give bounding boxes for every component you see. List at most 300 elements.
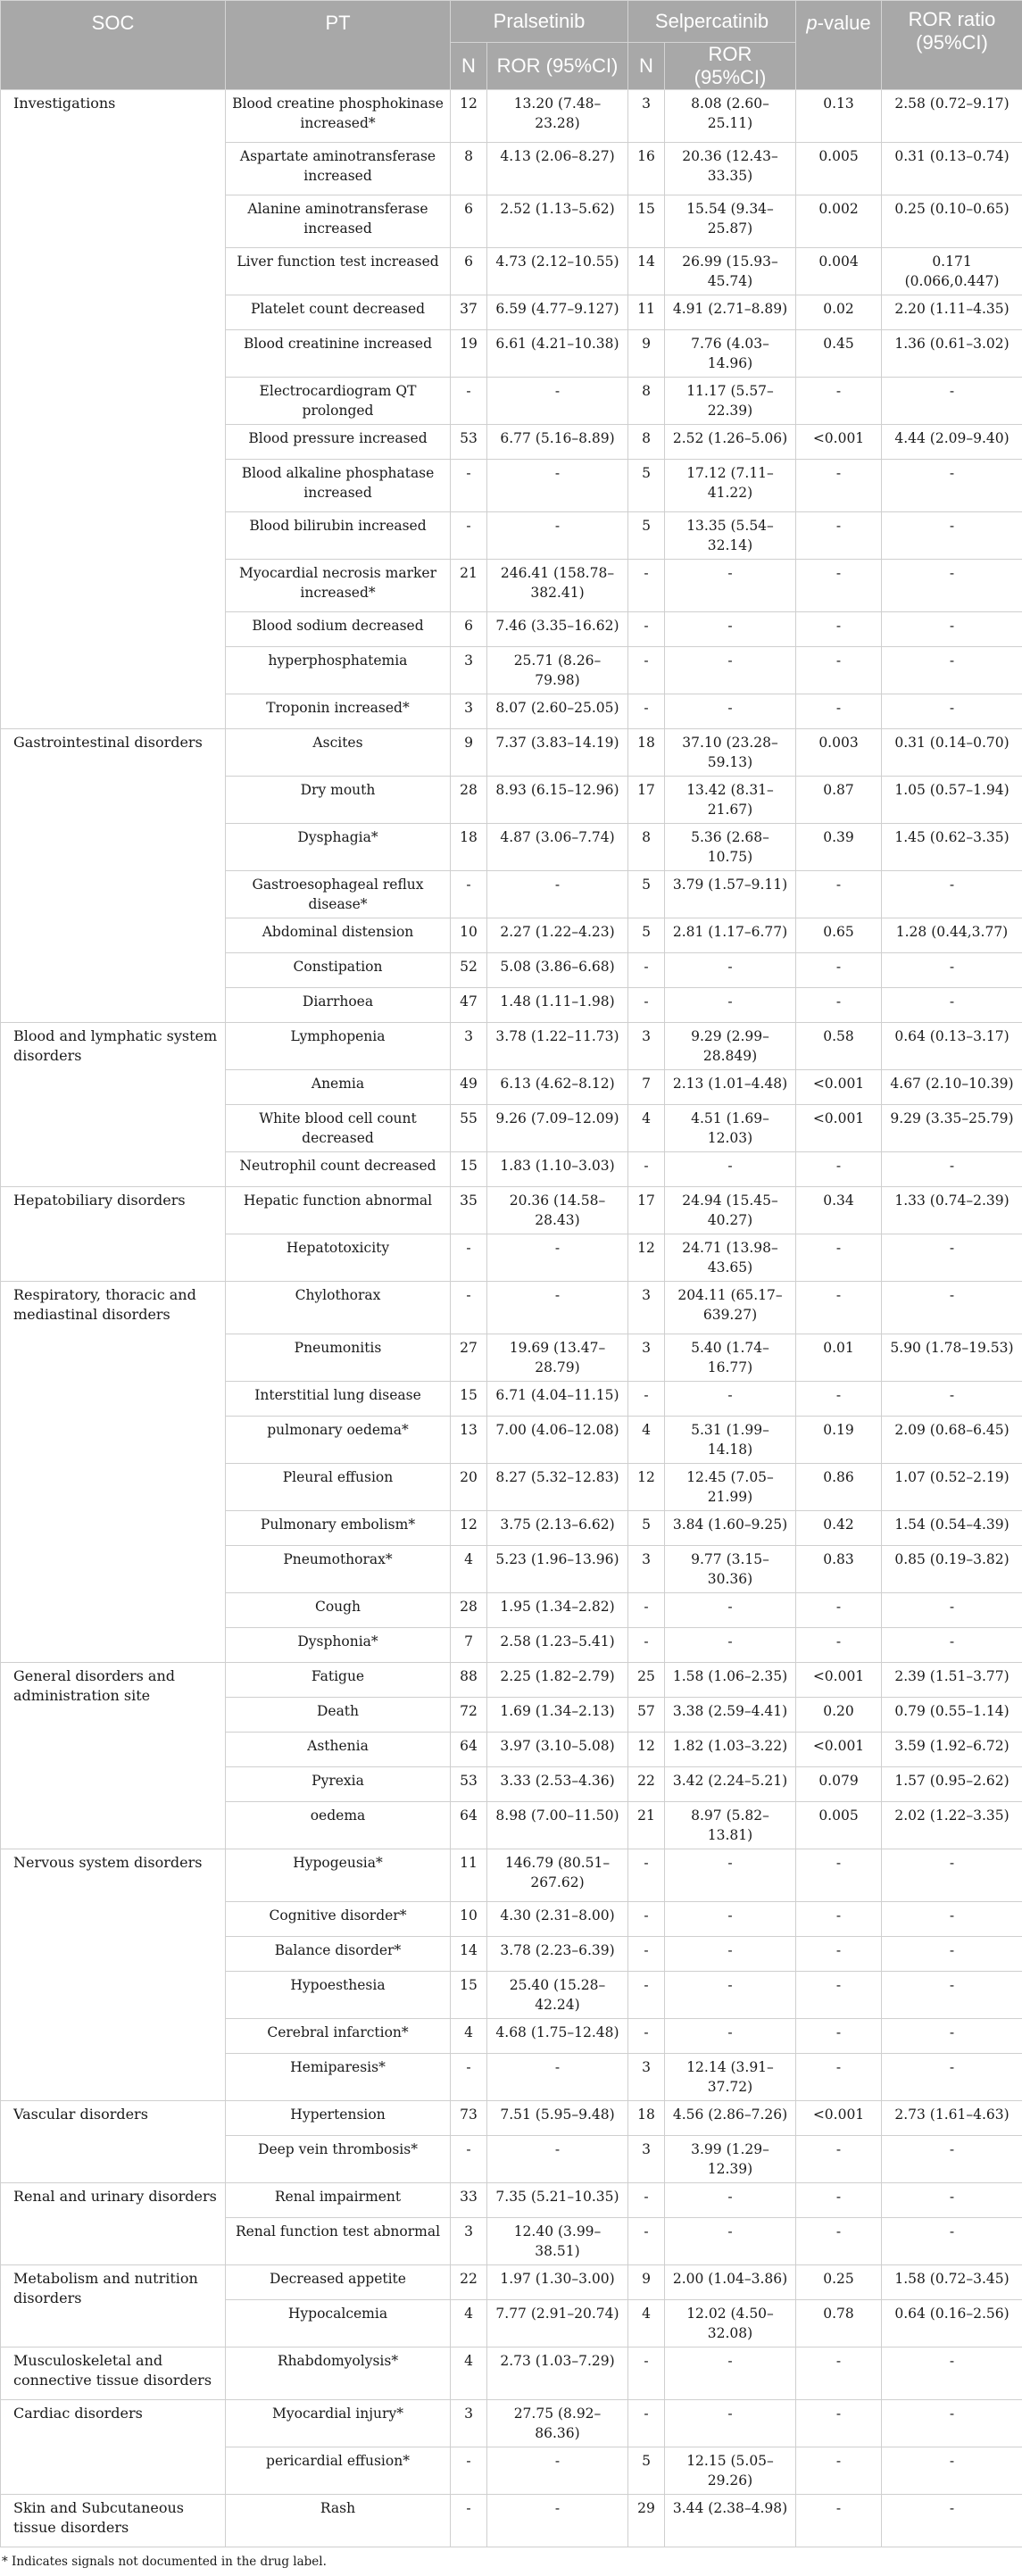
soc-cell: Nervous system disorders <box>1 1849 226 2101</box>
pralsetinib-n-cell: 3 <box>451 2218 487 2265</box>
ror-ratio-cell: - <box>882 1152 1022 1187</box>
pralsetinib-n-cell: 6 <box>451 195 487 248</box>
selpercatinib-ror-cell: - <box>665 1628 796 1663</box>
pralsetinib-n-cell: 19 <box>451 330 487 378</box>
pt-cell: Pleural effusion <box>226 1464 451 1511</box>
selpercatinib-ror-cell: 2.81 (1.17–6.77) <box>665 918 796 953</box>
p-value-cell: - <box>796 2183 882 2218</box>
header-ror-pralsetinib: ROR (95%CI) <box>487 43 628 90</box>
pralsetinib-ror-cell: 6.59 (4.77–9.127) <box>487 295 628 330</box>
p-value-cell: - <box>796 2347 882 2400</box>
selpercatinib-n-cell: 15 <box>628 195 665 248</box>
pt-cell: Neutrophil count decreased <box>226 1152 451 1187</box>
pt-cell: White blood cell count decreased <box>226 1105 451 1152</box>
pralsetinib-ror-cell: 3.33 (2.53–4.36) <box>487 1767 628 1802</box>
selpercatinib-n-cell: 3 <box>628 1282 665 1334</box>
pralsetinib-ror-cell: 13.20 (7.48–23.28) <box>487 90 628 143</box>
pralsetinib-n-cell: 11 <box>451 1849 487 1902</box>
pt-cell: Blood creatinine increased <box>226 330 451 378</box>
p-value-cell: <0.001 <box>796 425 882 460</box>
pt-cell: Hypocalcemia <box>226 2300 451 2347</box>
header-n-selpercatinib: N <box>628 43 665 90</box>
pralsetinib-ror-cell: 1.95 (1.34–2.82) <box>487 1593 628 1628</box>
ror-ratio-cell: 1.36 (0.61–3.02) <box>882 330 1022 378</box>
selpercatinib-n-cell: 5 <box>628 918 665 953</box>
p-value-cell: - <box>796 1849 882 1902</box>
pt-cell: Blood sodium decreased <box>226 612 451 647</box>
pralsetinib-n-cell: 10 <box>451 1902 487 1937</box>
ror-ratio-cell: 1.28 (0.44,3.77) <box>882 918 1022 953</box>
selpercatinib-n-cell: 14 <box>628 248 665 295</box>
selpercatinib-ror-cell: 17.12 (7.11–41.22) <box>665 460 796 512</box>
selpercatinib-ror-cell: 24.71 (13.98–43.65) <box>665 1234 796 1282</box>
selpercatinib-ror-cell: - <box>665 1902 796 1937</box>
pt-cell: Pulmonary embolism* <box>226 1511 451 1546</box>
pt-cell: Hepatic function abnormal <box>226 1187 451 1234</box>
p-value-cell: 0.83 <box>796 1546 882 1593</box>
selpercatinib-n-cell: - <box>628 1152 665 1187</box>
pralsetinib-n-cell: - <box>451 1234 487 1282</box>
table-row <box>1 2495 1022 2547</box>
selpercatinib-ror-cell: 3.42 (2.24–5.21) <box>665 1767 796 1802</box>
soc-cell: Hepatobiliary disorders <box>1 1187 226 1282</box>
pralsetinib-n-cell: 73 <box>451 2101 487 2136</box>
selpercatinib-ror-cell: 2.00 (1.04–3.86) <box>665 2265 796 2300</box>
selpercatinib-n-cell: 4 <box>628 1417 665 1464</box>
p-value-cell: - <box>796 2400 882 2447</box>
selpercatinib-n-cell: 25 <box>628 1663 665 1698</box>
pralsetinib-n-cell: - <box>451 871 487 918</box>
header-pralsetinib: Pralsetinib <box>451 1 628 43</box>
pt-cell: oedema <box>226 1802 451 1849</box>
pralsetinib-ror-cell: 8.07 (2.60–25.05) <box>487 694 628 729</box>
selpercatinib-ror-cell: - <box>665 1972 796 2019</box>
selpercatinib-n-cell: 5 <box>628 2447 665 2495</box>
ror-ratio-cell: 1.33 (0.74–2.39) <box>882 1187 1022 1234</box>
selpercatinib-n-cell: 18 <box>628 2101 665 2136</box>
pralsetinib-ror-cell: 7.51 (5.95–9.48) <box>487 2101 628 2136</box>
selpercatinib-n-cell: - <box>628 1593 665 1628</box>
selpercatinib-n-cell: 18 <box>628 729 665 777</box>
pt-cell: Alanine aminotransferase increased <box>226 195 451 248</box>
pralsetinib-ror-cell: 19.69 (13.47–28.79) <box>487 1334 628 1382</box>
selpercatinib-n-cell: - <box>628 1972 665 2019</box>
header-n-pralsetinib: N <box>451 43 487 90</box>
pralsetinib-ror-cell: 7.00 (4.06–12.08) <box>487 1417 628 1464</box>
selpercatinib-n-cell: 5 <box>628 512 665 560</box>
pt-cell: Renal function test abnormal <box>226 2218 451 2265</box>
selpercatinib-ror-cell: - <box>665 953 796 988</box>
pralsetinib-ror-cell: 9.26 (7.09–12.09) <box>487 1105 628 1152</box>
soc-cell: Renal and urinary disorders <box>1 2183 226 2265</box>
pt-cell: Blood pressure increased <box>226 425 451 460</box>
pralsetinib-ror-cell: - <box>487 2054 628 2101</box>
table-row <box>1 1282 1022 1334</box>
table-row <box>1 1849 1022 1902</box>
pt-cell: Hepatotoxicity <box>226 1234 451 1282</box>
pt-cell: Decreased appetite <box>226 2265 451 2300</box>
pralsetinib-n-cell: 4 <box>451 2300 487 2347</box>
soc-cell: Cardiac disorders <box>1 2400 226 2495</box>
pralsetinib-ror-cell: 2.58 (1.23–5.41) <box>487 1628 628 1663</box>
p-value-cell: - <box>796 612 882 647</box>
table-row <box>1 1663 1022 1698</box>
pt-cell: Pyrexia <box>226 1767 451 1802</box>
selpercatinib-n-cell: - <box>628 2400 665 2447</box>
ror-ratio-cell: - <box>882 1593 1022 1628</box>
pt-cell: Gastroesophageal reflux disease* <box>226 871 451 918</box>
ror-ratio-cell: 1.54 (0.54–4.39) <box>882 1511 1022 1546</box>
pralsetinib-ror-cell: 5.08 (3.86–6.68) <box>487 953 628 988</box>
selpercatinib-ror-cell: - <box>665 1937 796 1972</box>
p-value-cell: 0.39 <box>796 824 882 871</box>
p-value-cell: 0.005 <box>796 143 882 195</box>
pralsetinib-n-cell: 14 <box>451 1937 487 1972</box>
pralsetinib-ror-cell: - <box>487 378 628 425</box>
selpercatinib-ror-cell: 8.97 (5.82–13.81) <box>665 1802 796 1849</box>
pralsetinib-n-cell: 15 <box>451 1382 487 1417</box>
p-value-cell: - <box>796 871 882 918</box>
pt-cell: Aspartate aminotransferase increased <box>226 143 451 195</box>
pralsetinib-n-cell: - <box>451 460 487 512</box>
selpercatinib-ror-cell: 37.10 (23.28–59.13) <box>665 729 796 777</box>
pt-cell: Blood alkaline phosphatase increased <box>226 460 451 512</box>
header-p-suffix: -value <box>818 12 871 34</box>
selpercatinib-ror-cell: - <box>665 1382 796 1417</box>
p-value-cell: - <box>796 1152 882 1187</box>
ror-ratio-cell: - <box>882 612 1022 647</box>
pralsetinib-n-cell: 8 <box>451 143 487 195</box>
pralsetinib-ror-cell: 3.78 (2.23–6.39) <box>487 1937 628 1972</box>
selpercatinib-ror-cell: - <box>665 612 796 647</box>
selpercatinib-n-cell: - <box>628 2019 665 2054</box>
pralsetinib-ror-cell: 3.78 (1.22–11.73) <box>487 1023 628 1070</box>
pralsetinib-n-cell: 10 <box>451 918 487 953</box>
soc-cell: Skin and Subcutaneous tissue disorders <box>1 2495 226 2547</box>
pralsetinib-n-cell: 12 <box>451 90 487 143</box>
pt-cell: Renal impairment <box>226 2183 451 2218</box>
selpercatinib-n-cell: 4 <box>628 2300 665 2347</box>
selpercatinib-ror-cell: 1.58 (1.06–2.35) <box>665 1663 796 1698</box>
selpercatinib-ror-cell: 4.91 (2.71–8.89) <box>665 295 796 330</box>
pralsetinib-ror-cell: 4.13 (2.06–8.27) <box>487 143 628 195</box>
pralsetinib-n-cell: 33 <box>451 2183 487 2218</box>
p-value-cell: - <box>796 1628 882 1663</box>
table-row <box>1 729 1022 777</box>
pt-cell: Dry mouth <box>226 777 451 824</box>
pralsetinib-ror-cell: 20.36 (14.58–28.43) <box>487 1187 628 1234</box>
p-value-cell: 0.13 <box>796 90 882 143</box>
selpercatinib-n-cell: - <box>628 1849 665 1902</box>
pralsetinib-ror-cell: 1.97 (1.30–3.00) <box>487 2265 628 2300</box>
p-value-cell: - <box>796 378 882 425</box>
pralsetinib-ror-cell: - <box>487 2136 628 2183</box>
pralsetinib-ror-cell: 27.75 (8.92–86.36) <box>487 2400 628 2447</box>
p-value-cell: 0.34 <box>796 1187 882 1234</box>
selpercatinib-n-cell: - <box>628 1382 665 1417</box>
pralsetinib-ror-cell: 6.61 (4.21–10.38) <box>487 330 628 378</box>
pt-cell: Myocardial necrosis marker increased* <box>226 560 451 612</box>
pt-cell: Cough <box>226 1593 451 1628</box>
pralsetinib-ror-cell: 146.79 (80.51–267.62) <box>487 1849 628 1902</box>
pralsetinib-ror-cell: 12.40 (3.99–38.51) <box>487 2218 628 2265</box>
pralsetinib-ror-cell: 4.87 (3.06–7.74) <box>487 824 628 871</box>
header-ror-selpercatinib: ROR (95%CI) <box>665 43 796 90</box>
footnote: * Indicates signals not documented in the drug label. <box>0 2547 1022 2576</box>
ror-ratio-cell: 1.58 (0.72–3.45) <box>882 2265 1022 2300</box>
selpercatinib-n-cell: 8 <box>628 378 665 425</box>
selpercatinib-n-cell: 17 <box>628 1187 665 1234</box>
pralsetinib-n-cell: 53 <box>451 425 487 460</box>
p-value-cell: 0.19 <box>796 1417 882 1464</box>
pralsetinib-n-cell: 3 <box>451 2400 487 2447</box>
ror-ratio-cell: - <box>882 1849 1022 1902</box>
selpercatinib-ror-cell: 3.79 (1.57–9.11) <box>665 871 796 918</box>
ror-ratio-cell: - <box>882 694 1022 729</box>
selpercatinib-ror-cell: 15.54 (9.34–25.87) <box>665 195 796 248</box>
pralsetinib-ror-cell: - <box>487 1234 628 1282</box>
pralsetinib-ror-cell: 25.71 (8.26–79.98) <box>487 647 628 694</box>
pralsetinib-n-cell: 49 <box>451 1070 487 1105</box>
selpercatinib-n-cell: - <box>628 647 665 694</box>
selpercatinib-ror-cell: - <box>665 1152 796 1187</box>
selpercatinib-ror-cell: 11.17 (5.57–22.39) <box>665 378 796 425</box>
pt-cell: Pneumonitis <box>226 1334 451 1382</box>
selpercatinib-n-cell: 12 <box>628 1234 665 1282</box>
selpercatinib-ror-cell: 4.51 (1.69–12.03) <box>665 1105 796 1152</box>
pt-cell: Chylothorax <box>226 1282 451 1334</box>
ror-ratio-cell: - <box>882 2347 1022 2400</box>
pralsetinib-n-cell: 4 <box>451 1546 487 1593</box>
pralsetinib-ror-cell: - <box>487 2495 628 2547</box>
pralsetinib-n-cell: 6 <box>451 248 487 295</box>
selpercatinib-n-cell: - <box>628 988 665 1023</box>
pralsetinib-n-cell: 3 <box>451 694 487 729</box>
ror-ratio-cell: - <box>882 2400 1022 2447</box>
header-p-value <box>796 1 882 90</box>
ror-ratio-cell: - <box>882 2136 1022 2183</box>
selpercatinib-ror-cell: 3.44 (2.38–4.98) <box>665 2495 796 2547</box>
p-value-cell: - <box>796 2495 882 2547</box>
p-value-cell: - <box>796 2054 882 2101</box>
ror-ratio-cell: 9.29 (3.35–25.79) <box>882 1105 1022 1152</box>
ror-ratio-cell: - <box>882 378 1022 425</box>
pralsetinib-n-cell: 72 <box>451 1698 487 1733</box>
soc-cell: Respiratory, thoracic and mediastinal disorders <box>1 1282 226 1663</box>
selpercatinib-ror-cell: 204.11 (65.17–639.27) <box>665 1282 796 1334</box>
p-value-cell: - <box>796 560 882 612</box>
p-value-cell: - <box>796 2136 882 2183</box>
pralsetinib-n-cell: 21 <box>451 560 487 612</box>
pralsetinib-n-cell: - <box>451 2447 487 2495</box>
pt-cell: Abdominal distension <box>226 918 451 953</box>
selpercatinib-n-cell: - <box>628 1628 665 1663</box>
pralsetinib-ror-cell: 4.73 (2.12–10.55) <box>487 248 628 295</box>
pt-cell: Dysphonia* <box>226 1628 451 1663</box>
ror-ratio-cell: - <box>882 953 1022 988</box>
ror-ratio-cell: 2.58 (0.72–9.17) <box>882 90 1022 143</box>
selpercatinib-ror-cell: 13.42 (8.31–21.67) <box>665 777 796 824</box>
pralsetinib-n-cell: 13 <box>451 1417 487 1464</box>
pralsetinib-n-cell: - <box>451 378 487 425</box>
pralsetinib-ror-cell: - <box>487 2447 628 2495</box>
selpercatinib-n-cell: 3 <box>628 90 665 143</box>
selpercatinib-ror-cell: 20.36 (12.43–33.35) <box>665 143 796 195</box>
ror-ratio-cell: - <box>882 1234 1022 1282</box>
p-value-cell: <0.001 <box>796 1733 882 1767</box>
pt-cell: Diarrhoea <box>226 988 451 1023</box>
pralsetinib-ror-cell: 8.27 (5.32–12.83) <box>487 1464 628 1511</box>
pralsetinib-ror-cell: 1.83 (1.10–3.03) <box>487 1152 628 1187</box>
p-value-cell: - <box>796 2447 882 2495</box>
ror-ratio-cell: 2.73 (1.61–4.63) <box>882 2101 1022 2136</box>
pt-cell: Interstitial lung disease <box>226 1382 451 1417</box>
p-value-cell: 0.42 <box>796 1511 882 1546</box>
p-value-cell: 0.003 <box>796 729 882 777</box>
selpercatinib-ror-cell: - <box>665 2019 796 2054</box>
soc-cell: Metabolism and nutrition disorders <box>1 2265 226 2347</box>
pt-cell: Electrocardiogram QT prolonged <box>226 378 451 425</box>
pralsetinib-ror-cell: 1.48 (1.11–1.98) <box>487 988 628 1023</box>
pralsetinib-ror-cell: 5.23 (1.96–13.96) <box>487 1546 628 1593</box>
pt-cell: pericardial effusion* <box>226 2447 451 2495</box>
selpercatinib-ror-cell: 9.77 (3.15–30.36) <box>665 1546 796 1593</box>
p-value-cell: 0.78 <box>796 2300 882 2347</box>
ror-ratio-cell: - <box>882 2183 1022 2218</box>
pt-cell: Liver function test increased <box>226 248 451 295</box>
selpercatinib-ror-cell: 9.29 (2.99–28.849) <box>665 1023 796 1070</box>
pralsetinib-n-cell: 9 <box>451 729 487 777</box>
selpercatinib-ror-cell: - <box>665 1593 796 1628</box>
ror-ratio-cell: - <box>882 1937 1022 1972</box>
pt-cell: Balance disorder* <box>226 1937 451 1972</box>
selpercatinib-ror-cell: 8.08 (2.60–25.11) <box>665 90 796 143</box>
pt-cell: Blood bilirubin increased <box>226 512 451 560</box>
pralsetinib-n-cell: - <box>451 2495 487 2547</box>
ror-ratio-cell: - <box>882 1902 1022 1937</box>
ror-ratio-cell: - <box>882 1382 1022 1417</box>
selpercatinib-ror-cell: 12.45 (7.05–21.99) <box>665 1464 796 1511</box>
pt-cell: pulmonary oedema* <box>226 1417 451 1464</box>
p-value-cell: 0.20 <box>796 1698 882 1733</box>
table-row <box>1 2183 1022 2218</box>
pt-cell: Hypoesthesia <box>226 1972 451 2019</box>
p-value-cell: <0.001 <box>796 1105 882 1152</box>
selpercatinib-n-cell: 9 <box>628 2265 665 2300</box>
selpercatinib-ror-cell: 24.94 (15.45–40.27) <box>665 1187 796 1234</box>
ror-ratio-cell: 1.45 (0.62–3.35) <box>882 824 1022 871</box>
ror-ratio-cell: 1.57 (0.95–2.62) <box>882 1767 1022 1802</box>
pt-cell: Hypogeusia* <box>226 1849 451 1902</box>
p-value-cell: - <box>796 647 882 694</box>
selpercatinib-n-cell: 5 <box>628 460 665 512</box>
soc-cell: Vascular disorders <box>1 2101 226 2183</box>
selpercatinib-n-cell: 5 <box>628 871 665 918</box>
selpercatinib-n-cell: 3 <box>628 1023 665 1070</box>
selpercatinib-ror-cell: - <box>665 2218 796 2265</box>
pralsetinib-ror-cell: - <box>487 1282 628 1334</box>
pralsetinib-ror-cell: 25.40 (15.28–42.24) <box>487 1972 628 2019</box>
selpercatinib-n-cell: - <box>628 2218 665 2265</box>
p-value-cell: 0.002 <box>796 195 882 248</box>
soc-cell: Investigations <box>1 90 226 729</box>
p-value-cell: 0.25 <box>796 2265 882 2300</box>
pralsetinib-n-cell: 4 <box>451 2019 487 2054</box>
ror-ratio-cell: 0.171 (0.066,0.447) <box>882 248 1022 295</box>
pralsetinib-n-cell: 3 <box>451 647 487 694</box>
pt-cell: Platelet count decreased <box>226 295 451 330</box>
pt-cell: Rhabdomyolysis* <box>226 2347 451 2400</box>
p-value-cell: - <box>796 2218 882 2265</box>
ror-ratio-cell: - <box>882 460 1022 512</box>
pralsetinib-n-cell: 64 <box>451 1733 487 1767</box>
selpercatinib-n-cell: 3 <box>628 2054 665 2101</box>
p-value-cell: - <box>796 1902 882 1937</box>
pt-cell: Dysphagia* <box>226 824 451 871</box>
selpercatinib-ror-cell: 12.15 (5.05–29.26) <box>665 2447 796 2495</box>
pt-cell: Myocardial injury* <box>226 2400 451 2447</box>
p-value-cell: 0.004 <box>796 248 882 295</box>
p-value-cell: - <box>796 988 882 1023</box>
ror-ratio-cell: 3.59 (1.92–6.72) <box>882 1733 1022 1767</box>
table-row <box>1 2400 1022 2447</box>
pt-cell: Lymphopenia <box>226 1023 451 1070</box>
selpercatinib-n-cell: - <box>628 1937 665 1972</box>
pralsetinib-n-cell: 22 <box>451 2265 487 2300</box>
selpercatinib-ror-cell: - <box>665 2183 796 2218</box>
p-value-cell: <0.001 <box>796 2101 882 2136</box>
header-selpercatinib: Selpercatinib <box>628 1 796 43</box>
selpercatinib-ror-cell: - <box>665 647 796 694</box>
selpercatinib-n-cell: - <box>628 560 665 612</box>
header-soc: SOC <box>1 1 226 90</box>
selpercatinib-ror-cell: - <box>665 694 796 729</box>
selpercatinib-n-cell: - <box>628 2183 665 2218</box>
p-value-cell: 0.87 <box>796 777 882 824</box>
pralsetinib-n-cell: 20 <box>451 1464 487 1511</box>
p-value-cell: - <box>796 1593 882 1628</box>
pt-cell: Cerebral infarction* <box>226 2019 451 2054</box>
selpercatinib-n-cell: 12 <box>628 1733 665 1767</box>
pralsetinib-ror-cell: 7.35 (5.21–10.35) <box>487 2183 628 2218</box>
table-row <box>1 90 1022 143</box>
ror-ratio-cell: - <box>882 647 1022 694</box>
selpercatinib-ror-cell: 2.52 (1.26–5.06) <box>665 425 796 460</box>
selpercatinib-ror-cell: - <box>665 988 796 1023</box>
pralsetinib-ror-cell: 2.27 (1.22–4.23) <box>487 918 628 953</box>
selpercatinib-n-cell: 8 <box>628 425 665 460</box>
p-value-cell: <0.001 <box>796 1663 882 1698</box>
selpercatinib-ror-cell: 3.99 (1.29–12.39) <box>665 2136 796 2183</box>
p-value-cell: 0.65 <box>796 918 882 953</box>
pralsetinib-n-cell: 15 <box>451 1152 487 1187</box>
ror-ratio-cell: 0.31 (0.13–0.74) <box>882 143 1022 195</box>
pralsetinib-ror-cell: - <box>487 460 628 512</box>
pt-cell: Rash <box>226 2495 451 2547</box>
pralsetinib-ror-cell: 6.71 (4.04–11.15) <box>487 1382 628 1417</box>
pt-cell: Troponin increased* <box>226 694 451 729</box>
selpercatinib-n-cell: - <box>628 953 665 988</box>
selpercatinib-n-cell: 22 <box>628 1767 665 1802</box>
pralsetinib-n-cell: 64 <box>451 1802 487 1849</box>
ror-ratio-cell: - <box>882 2019 1022 2054</box>
selpercatinib-ror-cell: 5.40 (1.74–16.77) <box>665 1334 796 1382</box>
selpercatinib-n-cell: 17 <box>628 777 665 824</box>
pt-cell: Death <box>226 1698 451 1733</box>
ror-ratio-cell: 2.09 (0.68–6.45) <box>882 1417 1022 1464</box>
ror-ratio-cell: - <box>882 1972 1022 2019</box>
pralsetinib-ror-cell: 8.93 (6.15–12.96) <box>487 777 628 824</box>
